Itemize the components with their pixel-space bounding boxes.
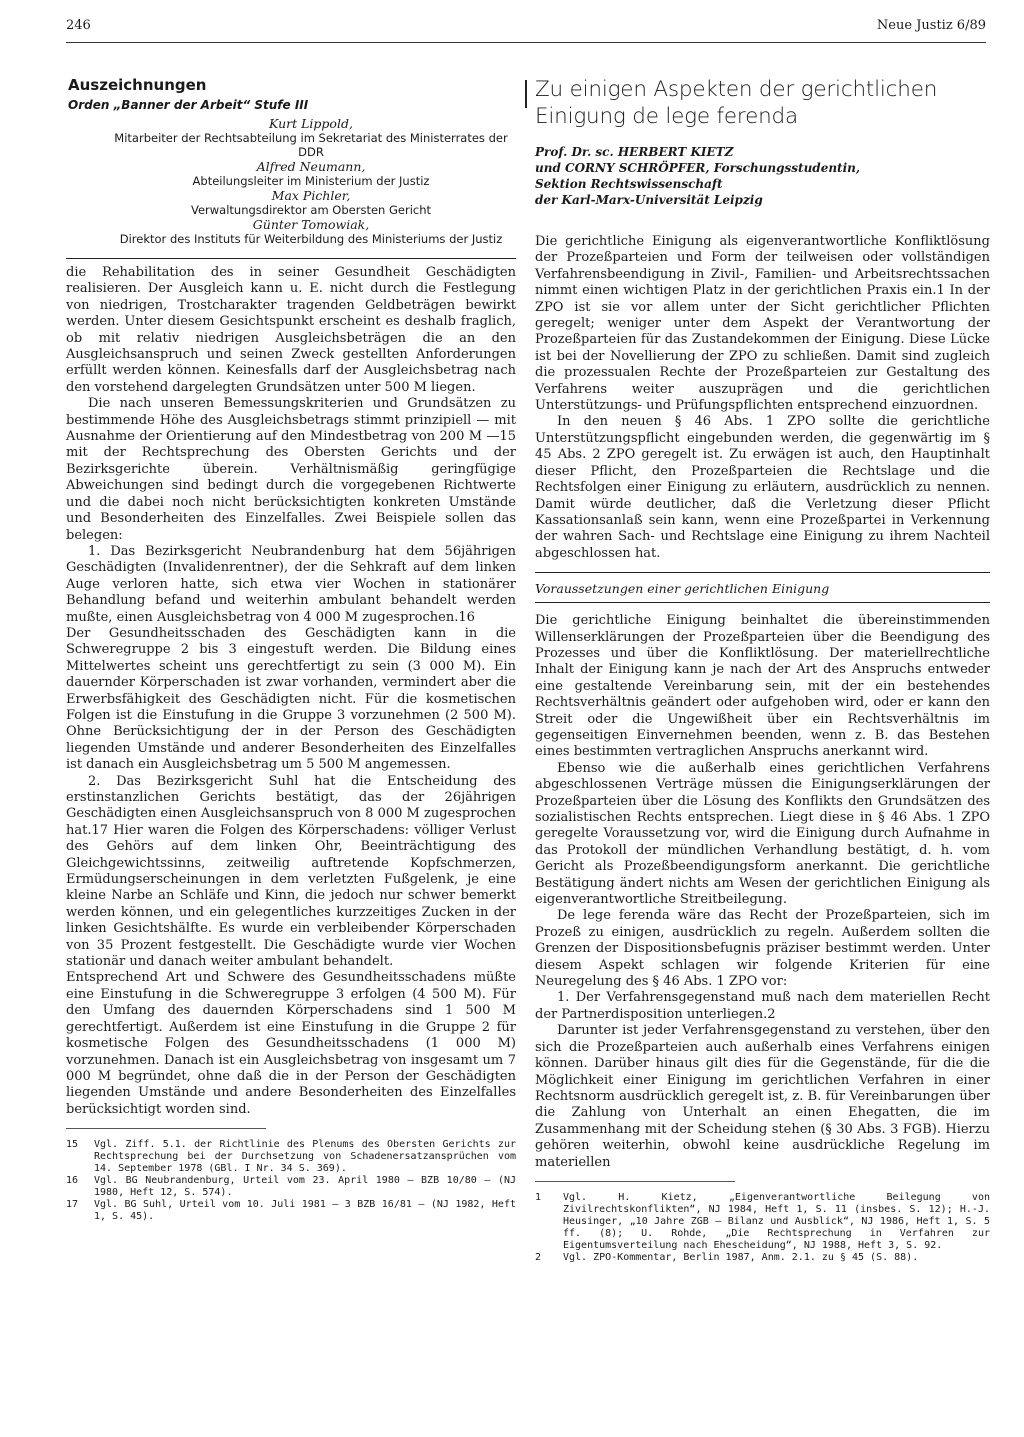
footnote-text: Vgl. ZPO-Kommentar, Berlin 1987, Anm. 2.1. zu § 45 (S. 88). xyxy=(563,1251,919,1263)
footnote-number: 2 xyxy=(535,1251,542,1263)
awards-divider xyxy=(66,258,516,259)
footnote-number: 1 xyxy=(535,1191,542,1203)
body-paragraph: Entsprechend Art und Schwere des Gesundheitsschadens müßte eine Einstufung in die Schweregruppe 3 erfolgen (4 500 M). Für den Umfang des dauernden Körperschadens sind 1 500 M gerechtfertigt. Außerdem ist eine Einstufung in die Gruppe 2 für kosmetische Folgen des Gesundheitsschadens (1 000 M) vorzunehmen. Danach ist ein Ausgleichsbetrag von insgesamt um 7 000 M begründet, ohne daß die in der Person der Geschädigten liegenden Umstände und andere Besonderheiten des Einzelfalles berücksichtigt worden sind. xyxy=(66,970,516,1117)
author-line: Prof. Dr. sc. HERBERT KIETZ xyxy=(535,145,734,159)
awards-subtitle: Orden „Banner der Arbeit“ Stufe III xyxy=(68,98,309,112)
header-rule xyxy=(66,42,986,43)
award-entry xyxy=(106,217,516,246)
footnote-text: Vgl. BG Suhl, Urteil vom 10. Juli 1981 — 3 BZB 16/81 — (NJ 1982, Heft 1, S. 45). xyxy=(94,1199,516,1223)
footnote-number: 16 xyxy=(66,1175,79,1187)
footnote xyxy=(66,1175,516,1199)
award-entry xyxy=(106,159,516,188)
body-paragraph: Die nach unseren Bemessungskriterien und Grundsätzen zu bestimmende Höhe des Ausgleichsbetrags stimmt prinzipiell — mit Ausnahme der Orientierung auf den Mindestbetrag von 200 M —15 mit der Rechtsprechung des Obersten Gerichts und der Bezirksgerichte überein. Verhältnismäßig geringfügige Abweichungen sind bedingt durch die vorgegebenen Richtwerte und die dabei noch nicht berücksichtigten konkreten Umstände und Besonderheiten des Einzelfalles. Zwei Beispiele sollen das belegen: xyxy=(66,396,516,543)
award-entry xyxy=(106,188,516,217)
award-role: Abteilungsleiter im Ministerium der Justiz xyxy=(192,174,430,188)
award-name: Max Pichler, xyxy=(271,188,351,203)
footnote xyxy=(66,1199,516,1223)
body-paragraph: Darunter ist jeder Verfahrensgegenstand zu verstehen, über den sich die Prozeßparteien auch außerhalb eines Verfahrens einigen können. Darüber hinaus gilt dies für die Gegenstände, für die die Möglichkeit einer Einigung im gerichtlichen Verfahren in einer Rechtsnorm ausdrücklich geregelt ist, z. B. für Vereinbarungen über die Zahlung von Unterhalt an einen Ehegatten, die im Zusammenhang mit der Scheidung stehen (§ 30 Abs. 3 FGB). Hierzu gehören weiterhin, obwohl keine ausdrückliche Regelung im materiellen xyxy=(535,1023,990,1170)
authors-block xyxy=(535,144,990,208)
body-paragraph: Ebenso wie die außerhalb eines gerichtlichen Verfahrens abgeschlossenen Verträge müssen die Einigungserklärungen der Prozeßparteien über die Lösung des Konflikts den Grundsätzen des sozialistischen Rechts entsprechen. Liegt diese in § 46 Abs. 1 ZPO geregelte Voraussetzung vor, wird die Einigung durch Aufnahme in das Protokoll der mündlichen Verhandlung bestätigt, d. h. vom Gericht als Prozeßbeendigungsform anerkannt. Die gerichtliche Bestätigung ändert nichts am Wesen der gerichtlichen Einigung als eigenverantwortliche Streitbeilegung. xyxy=(535,760,990,908)
journal-issue: Neue Justiz 6/89 xyxy=(876,18,986,33)
award-entry xyxy=(106,116,516,159)
award-name: Alfred Neumann, xyxy=(256,159,366,174)
footnote xyxy=(535,1252,990,1264)
award-role: Direktor des Instituts für Weiterbildung des Ministeriums der Justiz xyxy=(119,232,503,246)
author-line: Sektion Rechtswissenschaft xyxy=(535,177,723,191)
body-paragraph: 2. Das Bezirksgericht Suhl hat die Entscheidung des erstinstanzlichen Gerichts bestätigt, das der 26jährigen Geschädigten einen Ausgleichsanspruch von 8 000 M zugesprochen hat.17 Hier waren die Folgen des Körperschadens: völliger Verlust des Gehörs auf dem linken Ohr, Beeinträchtigung des Gleichgewichtssinns, zeitweilig auftretende Kopfschmerzen, Ermüdungserscheinungen in dem verletzten Fußgelenk, je eine kleine Narbe an Schläfe und Kinn, die jedoch nur schwer bemerkt werden können, und ein gelegentliches kurzzeitiges Zucken in der linken Gesichtshälfte. Es wurde ein verbleibender Körperschaden von 35 Prozent festgestellt. Die Geschädigte wurde vier Wochen stationär und danach weiter ambulant behandelt. xyxy=(66,773,516,970)
footnote-text: Vgl. H. Kietz, „Eigenverantwortliche Beilegung von Zivilrechtskonflikten“, NJ 1984, Heft 1, S. 11 (insbes. S. 12); H.-J. Heusinger, „10 Jahre ZGB — Bilanz und Ausblick“, NJ 1986, Heft 1, S. 5 ff. (8); U. Rohde, „Die Rechtsprechung in Verfahren zur Eigentumsverteilung nach Ehescheidung“, NJ 1988, Heft 3, S. 92. xyxy=(563,1191,990,1251)
footnote xyxy=(66,1139,516,1175)
author-line: der Karl-Marx-Universität Leipzig xyxy=(535,193,763,207)
footnote-number: 17 xyxy=(66,1199,79,1211)
footnotes-left xyxy=(66,1139,516,1223)
body-paragraph: In den neuen § 46 Abs. 1 ZPO sollte die gerichtliche Unterstützungspflicht eingebunden werden, die gegenwärtig im § 45 Abs. 2 ZPO geregelt ist. Zu erwägen ist auch, den Hauptinhalt dieser Pflicht, den Prozeßparteien die Rechtslage und die Rechtsfolgen einer Einigung zu erläutern, ausdrücklich zu nennen. Damit würde deutlicher, daß die Verletzung dieser Pflicht Kassationsanlaß sein kann, wenn eine Prozeßpartei in Verkennung der wahren Sach- und Rechtslage eine Einigung zu ihrem Nachteil abgeschlossen hat. xyxy=(535,414,990,561)
body-paragraph: die Rehabilitation des in seiner Gesundheit Geschädigten realisieren. Der Ausgleich kann u. E. nicht durch die Festlegung von niedrigen, Trostcharakter tragenden Geldbeträgen bewirkt werden. Unter diesem Gesichtspunkt erscheint es deshalb fraglich, ob mit relativ niedrigen Ausgleichsbeträgen die an den Ausgleichsanspruch und seinen Zweck gestellten Anforderungen erfüllt werden können. Keinesfalls darf der Ausgleichsbetrag nach den vorstehend dargelegten Grundsätzen unter 500 M liegen. xyxy=(66,265,516,395)
body-paragraph: 1. Das Bezirksgericht Neubrandenburg hat dem 56jährigen Geschädigten (Invalidenrentner), der die Sehkraft auf dem linken Auge verloren hatte, sich etwa vier Wochen in stationärer Behandlung befand und weiterhin ambulant behandelt werden mußte, einen Ausgleichsbetrag von 4 000 M zugesprochen.16 xyxy=(66,543,516,625)
award-name: Günter Tomowiak, xyxy=(252,217,370,232)
body-paragraph: Der Gesundheitsschaden des Geschädigten kann in die Schweregruppe 2 bis 3 eingestuft werden. Die Bildung eines Mittelwertes scheint uns gerechtfertigt zu sein (3 000 M). Ein dauernder Körperschaden ist zwar vorhanden, vermindert aber die Erwerbsfähigkeit des Geschädigten nicht. Für die kosmetischen Folgen ist die Einstufung in die Gruppe 3 vorzunehmen (2 500 M). Ohne Berücksichtigung der in der Person des Geschädigten liegenden Umstände und anderer Besonderheiten des Einzelfalles ist danach ein Ausgleichsbetrag um 5 500 M angemessen. xyxy=(66,625,516,773)
body-paragraph: De lege ferenda wäre das Recht der Prozeßparteien, sich im Prozeß zu einigen, ausdrücklich zu regeln. Außerdem sollten die Grenzen der Dispositionsbefugnis präziser bestimmt werden. Unter diesem Aspekt schlagen wir folgende Kriterien für eine Neuregelung des § 46 Abs. 1 ZPO vor: xyxy=(535,908,990,990)
award-role: Verwaltungsdirektor am Obersten Gericht xyxy=(190,203,432,217)
body-paragraph: Die gerichtliche Einigung als eigenverantwortliche Konfliktlösung der Prozeßparteien und Form der teilweisen oder vollständigen Verfahrensbeendigung in Zivil-, Familien- und Arbeitsrechtssachen nimmt einen wichtigen Platz in der gerichtlichen Praxis ein.1 In der ZPO ist sie vor allem unter der Sicht gerichtlicher Pflichten geregelt; weniger unter dem Aspekt der Verantwortung der Prozeßparteien für das Zustandekommen der Einigung. Diese Lücke ist bei der Novellierung der ZPO zu schließen. Damit sind zugleich die prozessualen Rechte der Prozeßparteien zur Gestaltung des Verfahrens weiter auszuprägen und die gerichtlichen Unterstützungs- und Prüfungspflichten entsprechend einzuordnen. xyxy=(535,234,990,414)
footnote-divider xyxy=(66,1128,266,1129)
award-role: Mitarbeiter der Rechtsabteilung im Sekretariat des Ministerrates der DDR xyxy=(114,131,508,159)
awards-title: Auszeichnungen xyxy=(68,76,207,94)
page-number: 246 xyxy=(66,18,91,33)
page-header xyxy=(66,18,986,40)
article-title: Zu einigen Aspekten der gerichtlichen Einigung de lege ferenda xyxy=(535,77,938,129)
footnote xyxy=(535,1192,990,1252)
footnote-divider xyxy=(535,1181,735,1182)
title-accent-rule xyxy=(525,80,527,108)
footnote-number: 15 xyxy=(66,1139,79,1151)
footnote-text: Vgl. Ziff. 5.1. der Richtlinie des Plenums des Obersten Gerichts zur Rechtsprechung bei der Durchsetzung von Schadenersatzansprüchen vom 14. September 1978 (GBl. I Nr. 34 S. 369). xyxy=(94,1139,516,1175)
footnote-text: Vgl. BG Neubrandenburg, Urteil vom 23. April 1980 — BZB 10/80 — (NJ 1980, Heft 12, S. 574). xyxy=(94,1175,516,1199)
body-paragraph: Die gerichtliche Einigung beinhaltet die übereinstimmenden Willenserklärungen der Prozeßparteien über die Beendigung des Prozesses und über die Konfliktlösung. Der materiellrechtliche Inhalt der Einigung kann je nach der Art des Anspruchs entweder eine gestaltende Vereinbarung sein, mit der ein bestehendes Rechtsverhältnis geändert oder aufgehoben wird, oder er kann den Streit oder die Ungewißheit über ein Rechtsverhältnis im gegenseitigen Einvernehmen beenden, wenn z. B. das Bestehen eines bestimmten vertraglichen Anspruchs anerkannt wird. xyxy=(535,613,990,760)
footnotes-right xyxy=(535,1192,990,1264)
body-paragraph: 1. Der Verfahrensgegenstand muß nach dem materiellen Recht der Partnerdisposition unterliegen.2 xyxy=(535,990,990,1022)
right-column xyxy=(535,50,990,1264)
section-heading: Voraussetzungen einer gerichtlichen Einigung xyxy=(535,572,990,603)
left-column xyxy=(66,50,516,1223)
awards-box xyxy=(66,76,516,259)
award-name: Kurt Lippold, xyxy=(269,116,353,131)
author-line: und CORNY SCHRÖPFER, Forschungsstudentin, xyxy=(535,161,861,175)
